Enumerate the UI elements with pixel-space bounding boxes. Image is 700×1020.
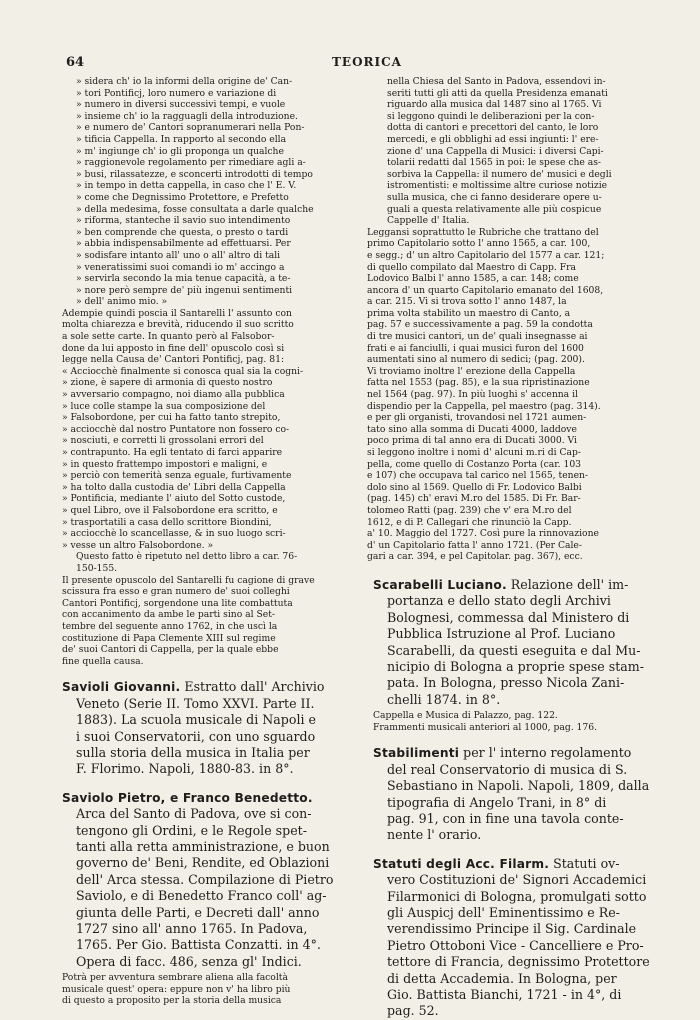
text-line: molta chiarezza e brevità, riducendo il suo scritto <box>62 319 294 331</box>
text-line: 1727 sino all' anno 1765. In Padova, <box>76 920 308 936</box>
text-line: tolomeo Ratti (pag. 239) che v' era M.ro del <box>367 504 572 516</box>
text-line: sorbiva la Cappella: il numero de' musici e degli <box>387 168 612 180</box>
text-line: gari a car. 394, e pel Capitolar. pag. 367), ecc. <box>367 551 583 563</box>
text-line: si leggono quindi le deliberazioni per la con- <box>387 110 595 122</box>
text-line: Cappella e Musica di Palazzo, pag. 122. <box>373 710 558 722</box>
text-line: » numero in diversi successivi tempi, e vuole <box>76 99 286 111</box>
text-line: 150-155. <box>76 562 118 574</box>
text-line: legge nella Causa de' Cantori Pontificj, pag. 81: <box>62 354 285 366</box>
text-line: giunta delle Parti, e Decreti dall' anno <box>76 904 320 920</box>
text-line: Pietro Ottoboni Vice - Cancelliere e Pro- <box>387 937 644 953</box>
text-line: pag. 52. <box>387 1003 439 1019</box>
text-line: » busi, rilassatezze, e sconcerti introdotti di tempo <box>76 168 313 180</box>
text-line: istromentisti: e moltissime altre curiose notizie <box>387 180 608 192</box>
text-line: tolarii redatti dal 1565 in poi: le spese che as- <box>387 157 602 169</box>
entry-headword: Scarabelli Luciano. <box>373 577 507 592</box>
text-line: pag. 57 e successivamente a pag. 59 la condotta <box>367 319 593 331</box>
text-line: seriti tutti gli atti da quella Presidenza emanati <box>387 87 608 99</box>
entry-statuti: Statuti degli Acc. Filarm. Statuti ov- vero Costituzioni de' Signori Accademici Filarmonici di Bologna, promulgati sotto gli Auspicj dell' Eminentissimo e Re- verendissimo Principe il Sig. Cardinale Pietro Ottoboni Vice - Cancelliere e Pro- tettore di Francia, degnissimo Protettore di detta Accademia. In Bologna, per Gio. Battista Bianchi, 1721 - in 4°, di pag. 52. <box>373 856 669 1020</box>
text-line: tato sino alla somma di Ducati 4000, laddove <box>367 423 577 435</box>
text-line: Leggansi soprattutto le Rubriche che trattano del <box>367 226 599 238</box>
entry-headword: Saviolo Pietro, e Franco Benedetto. <box>62 790 313 805</box>
quote-block <box>62 76 354 308</box>
entry-body <box>62 696 354 778</box>
text-line: Adempie quindi poscia il Santarelli l' assunto con <box>62 307 292 319</box>
text-line: di tre musici cantori, un de' quali insegnasse ai <box>367 331 588 343</box>
text-line: Il presente opuscolo del Santarelli fu cagione di grave <box>62 574 315 586</box>
entry-scarabelli: Scarabelli Luciano. Relazione dell' im- portanza e dello stato degli Archivi Bolognesi, commessa dal Ministero di Pubblica Istruzione al Prof. Luciano Scarabelli, da questi eseguita e dal Mu- nicipio di Bologna a proprie spese stam- pata. In Bologna, presso Nicola Zani- chelli 1874. in 8°. <box>373 577 669 708</box>
text-line: nel 1564 (pag. 97). In più luoghi s' accenna il <box>367 389 578 401</box>
text-line: Frammenti musicali anteriori al 1000, pag. 176. <box>373 721 598 733</box>
text-line: Sebastiano in Napoli. Napoli, 1809, dalla <box>387 778 650 794</box>
text-line: i suoi Conservatorii, con uno sguardo <box>76 728 316 744</box>
text-line: fatta nel 1553 (pag. 85), e la sua ripristinazione <box>367 377 590 389</box>
entry-body <box>373 593 669 708</box>
text-line: Bolognesi, commessa dal Ministero di <box>387 609 630 625</box>
text-line: Questo fatto è ripetuto nel detto libro a car. 76- <box>76 551 298 563</box>
text-line: » insieme ch' io la ragguagli della introduzione. <box>76 110 298 122</box>
text-line: tettore di Francia, degnissimo Protettore <box>387 954 650 970</box>
text-line: d' un Capitolario fatta l' anno 1721. (Per Cale- <box>367 539 582 551</box>
text-line: Potrà per avventura sembrare aliena alla facoltà <box>62 972 288 984</box>
text-line: governo de' Beni, Rendite, ed Oblazioni <box>76 855 330 871</box>
text-line: Arca del Santo di Padova, ove si con- <box>76 806 312 822</box>
text-line: Opera di facc. 486, senza gl' Indici. <box>76 953 302 969</box>
text-line: » abbia indispensabilmente ad effettuarsi. Per <box>76 238 291 250</box>
text-line: » avversario compagno, noi diamo alla pubblica <box>62 389 285 401</box>
text-line: e 107) che occupava tal carico nel 1565, tenen- <box>367 470 589 482</box>
text-line: » luce colle stampe la sua composizione del <box>62 400 266 412</box>
text-line: » come che Degnissimo Protettore, e Prefetto <box>76 191 289 203</box>
text-line: a' 10. Maggio del 1727. Così pure la rinnovazione <box>367 528 599 540</box>
text-line: » zione, è sapere di armonia di questo nostro <box>62 377 273 389</box>
text-line: pata. In Bologna, presso Nicola Zani- <box>387 675 625 691</box>
text-line: » ha tolto dalla custodia de' Libri della Cappella <box>62 481 286 493</box>
text-line: tembre del seguente anno 1762, in che uscì la <box>62 620 278 632</box>
text-line: » della medesima, fosse consultata a darle qualche <box>76 203 314 215</box>
text-line: » trasportatili a casa dello scrittore Biondini, <box>62 516 272 528</box>
text-line: dell' Arca stessa. Compilazione di Pietro <box>76 871 334 887</box>
text-line: 1765. Per Gio. Battista Conzatti. in 4°. <box>76 937 321 953</box>
text-line: Vi troviamo inoltre l' erezione della Cappella <box>367 365 576 377</box>
text-line: » sidera ch' io la informi della origine de' Can- <box>76 76 293 87</box>
text-line: Veneto (Serie II. Tomo XXVI. Parte II. <box>76 695 315 711</box>
entry-headword: Stabilimenti <box>373 746 460 761</box>
text-line: » quel Libro, ove il Falsobordone era scritto, e <box>62 504 278 516</box>
text-line: Pubblica Istruzione al Prof. Luciano <box>387 626 616 642</box>
text-line: » Falsobordone, per cui ha fatto tanto strepito, <box>62 412 281 424</box>
paragraph <box>367 227 669 563</box>
text-line: del real Conservatorio di musica di S. <box>387 761 628 777</box>
text-line: verendissimo Principe il Sig. Cardinale <box>387 921 637 937</box>
text-line: » raggionevole regolamento per rimediare agli a- <box>76 157 306 169</box>
text-line: » sodisfare intanto all' uno o all' altro di tali <box>76 249 281 261</box>
text-line: Saviolo, e di Benedetto Franco coll' ag- <box>76 888 327 904</box>
text-line: gli Auspicj dell' Eminentissimo e Re- <box>387 905 620 921</box>
text-line: dolo sino al 1569. Quello di Fr. Lodovico Balbi <box>367 481 582 493</box>
text-line: » m' ingiunge ch' io gli proponga un qualche <box>76 145 284 157</box>
text-line: aumentati sino al numero di sedici; (pag. 200). <box>367 354 585 366</box>
text-line: e segg.; d' un altro Capitolario del 1577 a car. 121; <box>367 249 605 261</box>
text-line: » in questo frattempo impostori e maligni, e <box>62 458 268 470</box>
text-line: poco prima di tal anno era di Ducati 3000. Vi <box>367 435 577 447</box>
text-line: Cappelle d' Italia. <box>387 215 470 227</box>
text-line: » contrapunto. Ha egli tentato di farci apparire <box>62 447 283 458</box>
text-line: nente l' orario. <box>387 827 482 843</box>
entry-saviolo <box>62 790 354 970</box>
text-line: ancora d' un quarto Capitolario emanato del 1608, <box>367 284 604 296</box>
text-line: zione d' una Cappella di Musici: i diversi Capi- <box>387 145 604 157</box>
entry-stabilimenti: Stabilimenti per l' interno regolamento del real Conservatorio di musica di S. Sebastiano in Napoli. Napoli, 1809, dalla tipografia di Angelo Trani, in 8° di pag. 91, con in fine una tavola conte- nente l' orario. <box>373 745 669 843</box>
text-line: a car. 215. Vi si trova sotto l' anno 1487, la <box>367 296 567 308</box>
text-line: » acciocchè dal nostro Puntatore non fossero co- <box>62 423 290 435</box>
entry-headword: Statuti degli Acc. Filarm. <box>373 856 550 871</box>
text-line: sulla musica, che ci fanno desiderare opere u- <box>387 191 602 203</box>
text-line: » Pontificia, mediante l' aiuto del Sotto custode, <box>62 493 286 505</box>
text-line: » nore però sempre de' più ingenui sentimenti <box>76 284 293 296</box>
entry-body <box>373 762 669 844</box>
quote-block <box>62 366 354 552</box>
text-line: 1612, e di P. Callegari che rinunciò la Capp. <box>367 516 572 528</box>
text-line: dotta di cantori e precettori del canto, le loro <box>387 122 599 134</box>
text-line: e per gli organisti, trovandosi nel 1721 aumen- <box>367 412 587 424</box>
text-line: nicipio di Bologna a proprie spese stam- <box>387 658 644 674</box>
paragraph <box>62 575 354 668</box>
text-line: frati e ai fanciulli, i quai musici furon del 1600 <box>367 342 584 354</box>
page-number: 64 <box>66 55 85 70</box>
text-line: tanti alla retta amministrazione, e buon <box>76 838 330 854</box>
text-line: chelli 1874. in 8°. <box>387 691 501 707</box>
text-line: con accanimento da ambe le parti sino al Set- <box>62 609 276 621</box>
text-line: tengono gli Ordini, e le Regole spet- <box>76 822 307 838</box>
text-line: nella Chiesa del Santo in Padova, essendovi in- <box>387 76 606 87</box>
text-line: si leggono inoltre i nomi d' alcuni m.ri di Cap- <box>367 447 581 458</box>
text-line: done da lui apposto in fine dell' opuscolo così si <box>62 342 285 354</box>
text-line: portanza e dello stato degli Archivi <box>387 593 611 609</box>
text-line: » perciò con temerità senza eguale, furtivamente <box>62 470 292 482</box>
entry-body <box>373 872 669 1020</box>
entry-savioli-giovanni: Savioli Giovanni. Estratto dall' Archivio Veneto (Serie II. Tomo XXVI. Parte II. 1883). La scuola musicale di Napoli e i suoi Conservatorii, con uno sguardo sulla storia della musica in Italia per F. Florimo. Napoli, 1880-83. in 8°. <box>62 679 354 777</box>
text-line: » veneratissimi suoi comandi io m' accingo a <box>76 261 285 273</box>
entry-body <box>62 806 354 970</box>
running-head: TEORICA <box>332 55 402 69</box>
text-line: musicale quest' opera: eppure non v' ha libro più <box>62 983 291 995</box>
text-line: F. Florimo. Napoli, 1880-83. in 8°. <box>76 761 294 777</box>
text-line: fine quella causa. <box>62 655 144 667</box>
text-line: prima volta stabilito un maestro di Canto, a <box>367 307 571 319</box>
paragraph <box>62 308 354 366</box>
text-line: de' suoi Cantori di Cappella, per la quale ebbe <box>62 644 279 656</box>
text-line: Lodovico Balbi l' anno 1585, a car. 148; come <box>367 273 579 285</box>
text-line: Cantori Pontificj, sorgendone una lite combattuta <box>62 597 293 609</box>
text-line: vero Costituzioni de' Signori Accademici <box>387 872 647 888</box>
text-line: dispendio per la Cappella, pel maestro (pag. 314). <box>367 400 601 412</box>
text-line: primo Capitolario sotto l' anno 1565, a car. 100, <box>367 238 591 250</box>
text-line: a sole sette carte. In quanto però al Falsobor- <box>62 331 275 343</box>
text-line: sulla storia della musica in Italia per <box>76 744 310 760</box>
text-line: » riforma, stanteche il savio suo intendimento <box>76 215 291 227</box>
text-line: guali a questa relativamente alle più cospicue <box>387 203 602 215</box>
paragraph <box>373 76 669 227</box>
text-line: 1883). La scuola musicale di Napoli e <box>76 712 316 728</box>
text-line: » servirla secondo la mia tenue capacità, a te- <box>76 273 291 285</box>
text-line: mercedi, e gli obblighi ad essi ingiunti: l' ere- <box>387 133 599 145</box>
text-line: Scarabelli, da questi eseguita e dal Mu- <box>387 642 641 658</box>
paragraph <box>62 551 354 574</box>
text-line: » tificia Cappella. In rapporto al secondo ella <box>76 133 287 145</box>
text-line: tipografia di Angelo Trani, in 8° di <box>387 794 607 810</box>
text-line: » tori Pontificj, loro numero e variazione di <box>76 87 277 99</box>
entry-note <box>62 972 354 1007</box>
text-line: riguardo alla musica dal 1487 sino al 1765. Vi <box>387 99 602 111</box>
text-line: « Acciocchè finalmente si conosca qual sia la cogni- <box>62 365 304 377</box>
text-line: (pag. 145) ch' eravi M.ro del 1585. Di Fr. Bar- <box>367 493 581 505</box>
text-line: » dell' animo mio. » <box>76 296 168 308</box>
text-line: di questo a proposito per la storia della musica <box>62 995 282 1007</box>
right-column <box>367 76 669 1020</box>
text-line: di quello compilato dal Maestro di Capp. Fra <box>367 261 576 273</box>
entry-headword: Savioli Giovanni. <box>62 680 181 695</box>
text-line: Filarmonici di Bologna, promulgati sotto <box>387 888 647 904</box>
text-line: » e numero de' Cantori sopranumerari nella Pon- <box>76 122 305 134</box>
text-line: di detta Accademia. In Bologna, per <box>387 970 617 986</box>
text-line: pella, come quello di Costanzo Porta (car. 103 <box>367 458 582 470</box>
text-line: Gio. Battista Bianchi, 1721 - in 4°, di <box>387 987 622 1003</box>
text-line: » in tempo in detta cappella, in caso che l' E. V. <box>76 180 297 192</box>
text-line: scissura fra esso e gran numero de' suoi colleghi <box>62 586 290 598</box>
text-line: » nosciuti, e corretti li grossolani errori del <box>62 435 264 447</box>
text-line: » acciocchè lo scancellasse, & in suo luogo scri- <box>62 528 286 540</box>
entry-note <box>373 710 669 733</box>
text-line: costituzione di Papa Clemente XIII sul regime <box>62 632 276 644</box>
text-line: » ben comprende che questa, o presto o tardi <box>76 226 289 238</box>
left-column <box>62 76 354 1007</box>
text-line: » vesse un altro Falsobordone. » <box>62 539 214 551</box>
text-line: pag. 91, con in fine una tavola conte- <box>387 811 624 826</box>
